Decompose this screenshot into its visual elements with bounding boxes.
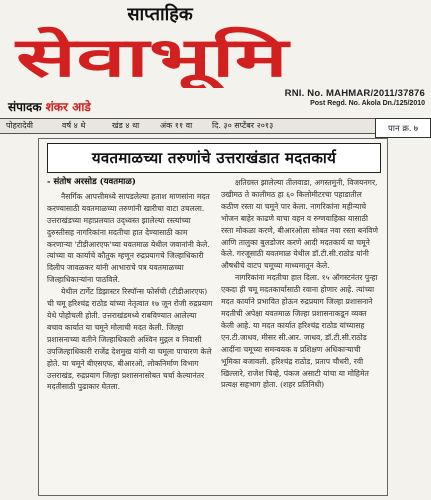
- page-number: ७: [413, 123, 419, 134]
- masthead: [0, 0, 431, 118]
- article-paragraph: नागरिकांना मदतीचा हात दिला. १५ ऑगस्टनंतर पुन्हा एकदा ही चमू मदतकार्यासाठी रवाना होणार आहे. त्यांच्या मदत कार्याने प्रभावित होऊन रुद्रप्रयाग जिल्हा प्रशासनाने मदतीची अपेक्षा यवतमाळ जिल्हा प्रशासनाकडून व्यक्त केली आहे. या मदत कार्यात हरिश्चंद्र राठोड यांच्यासह एन.टी.जाधव, मीसर सी.आर. जाधव, डॉ.टी.सी.राठोड आदींना चमूच्या समन्वयक व प्रशिक्षण अधिकाऱ्याची भूमिका बजावली. हरिश्चंद्र राठोड, प्रताप चौधरी, रवी खिल्लारे, राजेश चिव्हे, पंकज असाटी यांचा या मोहिमेत प्रत्यक्ष सहभाग होता. (शहर प्रतिनिधी): [221, 273, 378, 390]
- issue-info-bar: [0, 118, 431, 134]
- postal-registration: Post Regd. No. Akola Dn./125/2010: [310, 100, 425, 107]
- editor-line: [8, 98, 91, 115]
- masthead-title: सेवाभूमि: [16, 26, 181, 88]
- masthead-logo: [14, 18, 294, 88]
- article-paragraph: क्षतिग्रस्त झालेल्या तीलवाडा, अगस्तमुनी, विजयनगर, उखीमठ ते कालीमठ हा ६० किलोमीटरचा पहाडातील कठीण रस्ता या चमूने पार केला. नागरिकांना महीन्याचे भोजन बाहेर काढणे याचा वहन व रुग्णवाहिका यासाठी रस्ता मोकळा करणे, बीआरओला सोबत नवा रस्ता बनविणे आणि तालुका बुलडोजर करणे आदी मदतकार्य या चमूने केले. गरजूसाठी यवतमाळ येथील डॉ.टी.सी.राठोड यांनी औषधीचे वाटप चमूच्या माध्यमातून केले.: [221, 178, 378, 271]
- article-paragraph: नैसर्गिक आपत्तीमध्ये सापडलेल्या हताश माणसांना मदत करण्यासाठी यवतमाळच्या तरुणांनी खारीचा वाटा उचलला. उत्तराखंडच्या महाप्रलयात उद्ध्वस्त झालेल्या रस्त्यांच्या दुरुस्तीसह नागरिकांना मदतीचा हात देण्यासाठी काम करणाऱ्या 'टीडीआरएफ'च्या यवतमाळ येथील जवानांनी केले. त्यांच्या या कार्याचे कौतुक म्हणून रुद्रप्रयागचे जिल्हाधिकारी दिलीप जावळकर यांनी आभाराचे पत्र यवतमाळच्या जिल्हाधिकाऱ्यांना पाठविले.: [47, 191, 210, 285]
- page-label: पान क्र.: [387, 123, 412, 134]
- issue-number: अंक ११ वा: [160, 121, 193, 130]
- weekly-label: साप्ताहिक: [127, 4, 193, 25]
- issue-date: दि. ३० सप्टेंबर २०१३: [212, 121, 274, 130]
- issue-section: खंड ४ था: [112, 121, 140, 130]
- news-article: [38, 138, 388, 496]
- article-headline: यवतमाळच्या तरुणांचे उत्तराखंडात मदतकार्य: [47, 143, 381, 173]
- editor-label: संपादक: [8, 100, 42, 114]
- article-column-right: [221, 177, 381, 391]
- article-byline: - संतोष अरसोड (यवतमाळ): [47, 177, 136, 187]
- article-paragraph: येथील टार्गेट डिझास्टर रिस्पॉन्स फोर्सची (टीडीआरएफ) ची चमू हरिश्चंद्र राठोड यांच्या नेतृत्वात १७ जून रोजी रुद्रप्रयाग येथे पोहोचली होती. उत्तराखंडमध्ये राबविण्यात आलेल्या बचाव कार्यात या चमूने मोलाची मदत केली. जिल्हा प्रशासनाच्या वतीने जिल्हाधिकारी अश्विन मुद्गल व निवासी उपजिल्हाधिकारी राजेंद्र देशमुख यांनी या चमूला पाचारण केले होते. या चमूने बीएसएफ, बीआरओ, लोकनिर्माण विभाग उत्तराखंड, रुद्रप्रयाग जिल्हा प्रशासनासोबत चर्चा केल्यानंतर मदतीसाठी पुढाकार घेतला.: [47, 287, 213, 392]
- article-column-left: [47, 177, 213, 393]
- rni-number: RNI. No. MAHMAR/2011/37876: [284, 88, 425, 99]
- editor-name: शंकर आडे: [45, 100, 91, 114]
- issue-volume: वर्ष ४ थे: [62, 121, 86, 130]
- page-number-box: [375, 118, 431, 138]
- registration-block: [285, 88, 425, 107]
- issue-place: पोहरादेवी: [6, 121, 33, 130]
